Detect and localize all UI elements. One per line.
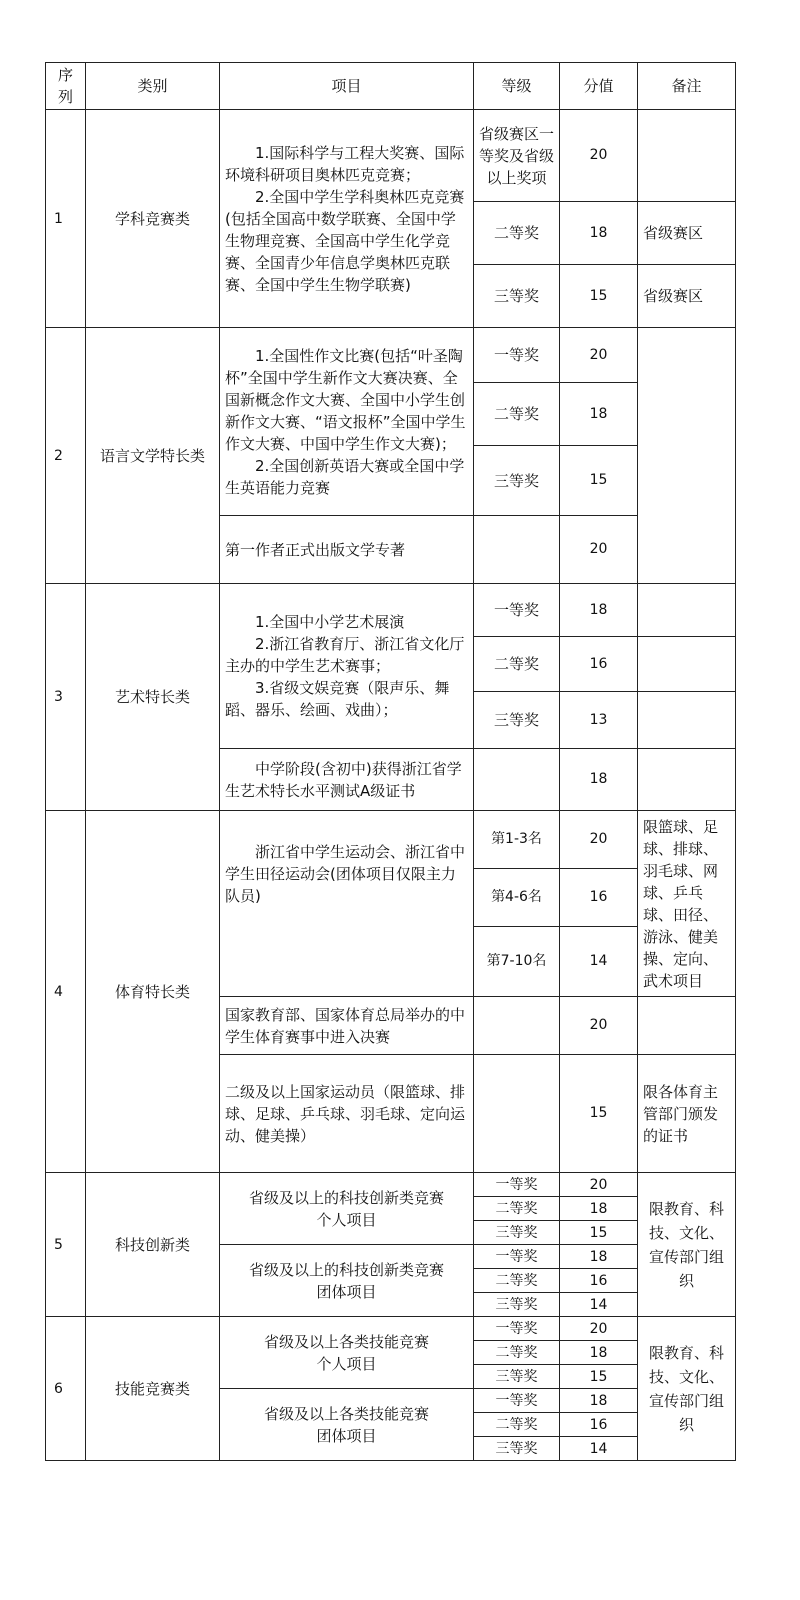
row-note — [638, 692, 736, 749]
row-item — [220, 1389, 474, 1461]
row-level: 三等奖 — [474, 1293, 560, 1317]
header-item: 项目 — [220, 63, 474, 110]
row-note — [638, 110, 736, 202]
item-line: 1.全国性作文比赛(包括“叶圣陶杯”全国中学生新作文大赛决赛、全国新概念作文大赛、全国中小学生创新作文大赛、“语文报杯”全国中学生作文大赛、中国中学生作文大赛)； — [225, 346, 466, 453]
row-level — [474, 749, 560, 811]
item-line: 2.浙江省教育厅、浙江省文化厅主办的中学生艺术赛事； — [225, 635, 465, 675]
header-index: 序列 — [46, 63, 86, 110]
row-score: 20 — [560, 110, 638, 202]
row-score: 20 — [560, 811, 638, 869]
row-category: 学科竞赛类 — [86, 110, 220, 328]
row-level: 三等奖 — [474, 692, 560, 749]
row-score: 18 — [560, 202, 638, 265]
row-level: 二等奖 — [474, 1413, 560, 1437]
row-level: 二等奖 — [474, 637, 560, 692]
row-item — [220, 1173, 474, 1245]
row-score: 20 — [560, 328, 638, 383]
row-level: 三等奖 — [474, 1221, 560, 1245]
row-score: 15 — [560, 265, 638, 328]
row-index: 4 — [46, 811, 86, 1173]
row-level: 一等奖 — [474, 1317, 560, 1341]
item-line: 2.全国中学生学科奥林匹克竞赛(包括全国高中数学联赛、全国中学生物理竞赛、全国高中学生化学竞赛、全国青少年信息学奥林匹克联赛、全国中学生生物学联赛) — [225, 187, 465, 294]
row-level: 三等奖 — [474, 446, 560, 516]
row-score: 16 — [560, 869, 638, 927]
row-level — [474, 1055, 560, 1173]
row-score: 16 — [560, 1413, 638, 1437]
table-row — [46, 1173, 736, 1197]
row-score: 18 — [560, 584, 638, 637]
row-note — [638, 749, 736, 811]
row-item: 二级及以上国家运动员（限篮球、排球、足球、乒乓球、羽毛球、定向运动、健美操） — [220, 1055, 474, 1173]
item-line: 3.省级文娱竞赛（限声乐、舞蹈、器乐、绘画、戏曲）； — [225, 679, 450, 719]
header-category: 类别 — [86, 63, 220, 110]
row-note: 省级赛区 — [638, 202, 736, 265]
header-note: 备注 — [638, 63, 736, 110]
row-category: 语言文学特长类 — [86, 328, 220, 584]
item-line: 省级及以上的科技创新类竞赛 — [248, 1188, 444, 1207]
row-level: 三等奖 — [474, 265, 560, 328]
row-score: 14 — [560, 1437, 638, 1461]
header-row — [46, 63, 736, 110]
table-row — [46, 584, 736, 637]
row-score: 16 — [560, 637, 638, 692]
row-note — [638, 997, 736, 1055]
row-score: 15 — [560, 1221, 638, 1245]
item-line: 团体项目 — [316, 1282, 377, 1301]
row-index: 2 — [46, 328, 86, 584]
row-score: 15 — [560, 446, 638, 516]
row-level: 二等奖 — [474, 383, 560, 446]
row-category: 技能竞赛类 — [86, 1317, 220, 1461]
row-level: 二等奖 — [474, 1341, 560, 1365]
item-line: 个人项目 — [316, 1354, 377, 1373]
row-item: 第一作者正式出版文学专著 — [220, 516, 474, 584]
row-score: 18 — [560, 1341, 638, 1365]
row-score: 18 — [560, 749, 638, 811]
row-item: 浙江省中学生运动会、浙江省中学生田径运动会(团体项目仅限主力队员) — [220, 811, 474, 997]
row-level: 三等奖 — [474, 1365, 560, 1389]
row-level — [474, 997, 560, 1055]
row-note: 限教育、科技、文化、宣传部门组织 — [638, 1173, 736, 1317]
row-note — [638, 637, 736, 692]
row-note: 限教育、科技、文化、宣传部门组织 — [638, 1317, 736, 1461]
row-score: 18 — [560, 1245, 638, 1269]
table-row — [46, 1317, 736, 1341]
item-line: 省级及以上的科技创新类竞赛 — [248, 1260, 444, 1279]
row-score: 15 — [560, 1055, 638, 1173]
row-level: 二等奖 — [474, 1197, 560, 1221]
row-level: 二等奖 — [474, 202, 560, 265]
row-index: 1 — [46, 110, 86, 328]
row-score: 18 — [560, 383, 638, 446]
row-level: 一等奖 — [474, 1173, 560, 1197]
row-category: 艺术特长类 — [86, 584, 220, 811]
table-row — [46, 811, 736, 869]
row-score: 20 — [560, 516, 638, 584]
row-note — [638, 584, 736, 637]
row-item — [220, 1317, 474, 1389]
row-note: 省级赛区 — [638, 265, 736, 328]
row-item — [220, 584, 474, 749]
row-level: 三等奖 — [474, 1437, 560, 1461]
row-item: 国家教育部、国家体育总局举办的中学生体育赛事中进入决赛 — [220, 997, 474, 1055]
table-row — [46, 110, 736, 202]
row-level — [474, 516, 560, 584]
item-line: 省级及以上各类技能竞赛 — [263, 1332, 429, 1351]
row-item: 中学阶段(含初中)获得浙江省学生艺术特长水平测试A级证书 — [220, 749, 474, 811]
row-score: 18 — [560, 1389, 638, 1413]
row-level: 一等奖 — [474, 328, 560, 383]
row-score: 20 — [560, 1173, 638, 1197]
item-line: 团体项目 — [316, 1426, 377, 1445]
row-level: 一等奖 — [474, 1245, 560, 1269]
row-score: 13 — [560, 692, 638, 749]
row-score: 15 — [560, 1365, 638, 1389]
row-category: 科技创新类 — [86, 1173, 220, 1317]
row-note: 限篮球、足球、排球、羽毛球、网球、乒乓球、田径、游泳、健美操、定向、武术项目 — [638, 811, 736, 997]
row-item — [220, 1245, 474, 1317]
row-item — [220, 328, 474, 516]
header-level: 等级 — [474, 63, 560, 110]
row-score: 20 — [560, 1317, 638, 1341]
row-index: 6 — [46, 1317, 86, 1461]
row-index: 5 — [46, 1173, 86, 1317]
row-level: 第7-10名 — [474, 927, 560, 997]
item-line: 2.全国创新英语大赛或全国中学生英语能力竞赛 — [225, 456, 465, 497]
item-line: 1.全国中小学艺术展演 — [255, 613, 405, 631]
row-score: 16 — [560, 1269, 638, 1293]
row-level: 一等奖 — [474, 1389, 560, 1413]
row-level: 第1-3名 — [474, 811, 560, 869]
bonus-score-table — [45, 62, 736, 1461]
row-category: 体育特长类 — [86, 811, 220, 1173]
header-score: 分值 — [560, 63, 638, 110]
row-item — [220, 110, 474, 328]
row-score: 20 — [560, 997, 638, 1055]
row-note: 限各体育主管部门颁发的证书 — [638, 1055, 736, 1173]
item-line: 1.国际科学与工程大奖赛、国际环境科研项目奥林匹克竞赛； — [225, 143, 465, 184]
row-index: 3 — [46, 584, 86, 811]
row-score: 14 — [560, 1293, 638, 1317]
row-level: 一等奖 — [474, 584, 560, 637]
table-row — [46, 328, 736, 383]
row-score: 18 — [560, 1197, 638, 1221]
row-level: 二等奖 — [474, 1269, 560, 1293]
row-level: 省级赛区一等奖及省级以上奖项 — [474, 110, 560, 202]
row-note — [638, 328, 736, 584]
item-line: 省级及以上各类技能竞赛 — [263, 1404, 429, 1423]
row-score: 14 — [560, 927, 638, 997]
item-line: 个人项目 — [316, 1210, 377, 1229]
row-level: 第4-6名 — [474, 869, 560, 927]
